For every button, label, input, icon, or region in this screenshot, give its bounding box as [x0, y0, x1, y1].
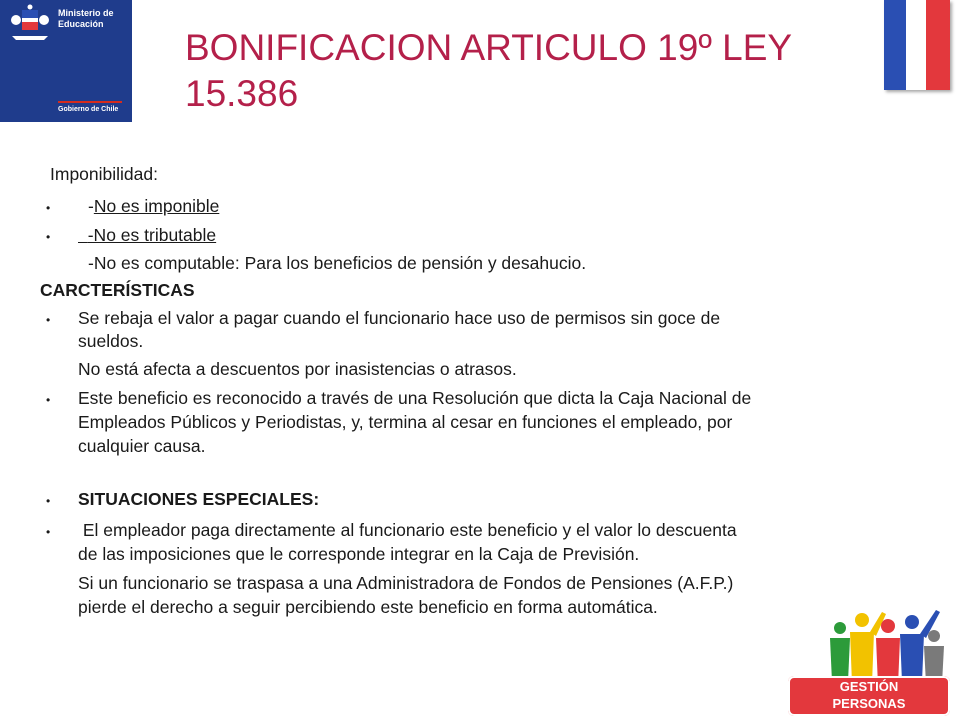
caracteristicas-heading: CARCTERÍSTICAS [40, 280, 195, 300]
flag-red-stripe [926, 0, 950, 90]
bullet-icon: • [46, 525, 51, 539]
badge-line1: GESTIÓN [839, 679, 899, 694]
c1-line1: Se rebaja el valor a pagar cuando el funcionario hace uso de permisos sin goce de [78, 308, 721, 328]
flag-blue-stripe [884, 0, 906, 90]
bullet-icon: • [46, 494, 51, 508]
item-no-computable: -No es computable: Para los beneficios de pensión y desahucio. [88, 253, 587, 273]
item2-text: -No es tributable [87, 225, 217, 245]
logo-line1: Ministerio de [58, 8, 114, 18]
logo-line2: Educación [58, 19, 104, 29]
title-line1: BONIFICACION ARTICULO 19º LEY [185, 27, 793, 68]
badge-line2: PERSONAS [832, 696, 906, 711]
item-no-imponible [88, 195, 219, 217]
item1-text: No es imponible [93, 196, 220, 216]
s1-line4: pierde el derecho a seguir percibiendo este beneficio en forma automática. [78, 597, 658, 617]
item1-prefix: - [88, 196, 94, 216]
c1-line3: No está afecta a descuentos por inasistencias o atrasos. [78, 359, 517, 379]
c2-line1: Este beneficio es reconocido a través de una Resolución que dicta la Caja Nacional de [78, 388, 752, 408]
title-line2: 15.386 [185, 73, 299, 114]
imponibilidad-label: Imponibilidad: [50, 164, 158, 184]
situaciones-heading: SITUACIONES ESPECIALES: [78, 489, 320, 509]
bullet-icon: • [46, 201, 51, 215]
slide-title [185, 25, 865, 117]
gestion-personas-badge [788, 676, 950, 716]
bullet-icon: • [46, 313, 51, 327]
s1-line3: Si un funcionario se traspasa a una Administradora de Fondos de Pensiones (A.F.P.) [78, 573, 734, 593]
c1-line2: sueldos. [78, 331, 144, 351]
logo-gobierno: Gobierno de Chile [58, 106, 119, 113]
chile-coat-of-arms-icon [6, 4, 54, 44]
item-no-tributable [78, 224, 216, 246]
ministry-logo [0, 0, 132, 122]
logo-ministry-name [58, 8, 114, 30]
c2-line2: Empleados Públicos y Periodistas, y, termina al cesar en funciones el empleado, por [78, 412, 733, 432]
item2-prefix [78, 225, 88, 245]
s1-line2: de las imposiciones que le corresponde integrar en la Caja de Previsión. [78, 544, 640, 564]
bullet-icon: • [46, 393, 51, 407]
chile-flag-icon [884, 0, 950, 90]
bullet-icon: • [46, 230, 51, 244]
s1-line1: El empleador paga directamente al funcionario este beneficio y el valor lo descuenta [78, 520, 737, 540]
logo-divider [58, 101, 122, 103]
c2-line3: cualquier causa. [78, 436, 206, 456]
flag-white-stripe [906, 0, 926, 90]
